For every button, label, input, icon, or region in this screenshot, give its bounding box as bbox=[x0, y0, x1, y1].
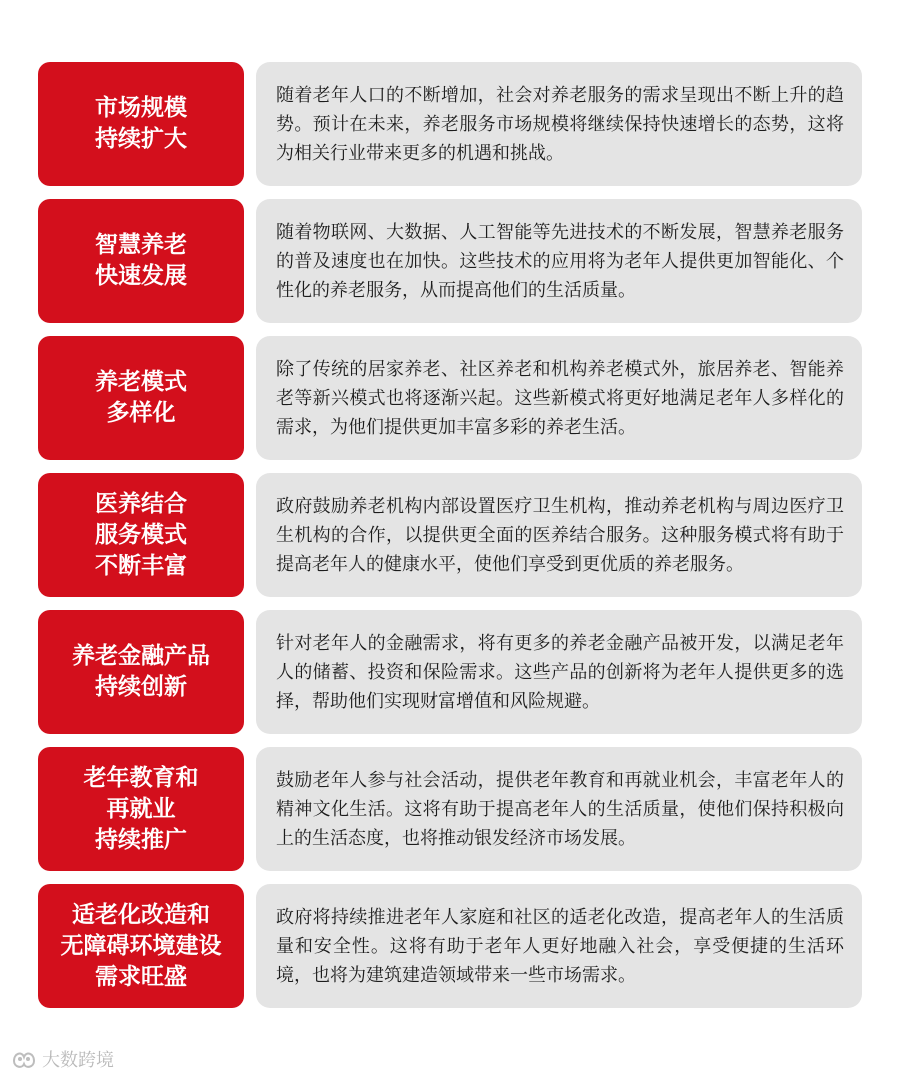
trend-description: 鼓励老年人参与社会活动，提供老年教育和再就业机会，丰富老年人的精神文化生活。这将有助于提高老年人的生活质量，使他们保持积极向上的生活态度，也将推动银发经济市场发展。 bbox=[256, 747, 862, 871]
trend-description: 政府将持续推进老年人家庭和社区的适老化改造，提高老年人的生活质量和安全性。这将有助于老年人更好地融入社会，享受便捷的生活环境，也将为建筑建造领域带来一些市场需求。 bbox=[256, 884, 862, 1008]
trend-description: 针对老年人的金融需求，将有更多的养老金融产品被开发，以满足老年人的储蓄、投资和保险需求。这些产品的创新将为老年人提供更多的选择，帮助他们实现财富增值和风险规避。 bbox=[256, 610, 862, 734]
trend-row bbox=[38, 473, 862, 597]
trend-label: 养老模式 多样化 bbox=[38, 336, 244, 460]
trend-label: 老年教育和 再就业 持续推广 bbox=[38, 747, 244, 871]
trend-label: 适老化改造和 无障碍环境建设 需求旺盛 bbox=[38, 884, 244, 1008]
trend-description: 除了传统的居家养老、社区养老和机构养老模式外，旅居养老、智能养老等新兴模式也将逐渐兴起。这些新模式将更好地满足老年人多样化的需求，为他们提供更加丰富多彩的养老生活。 bbox=[256, 336, 862, 460]
trend-description: 随着老年人口的不断增加，社会对养老服务的需求呈现出不断上升的趋势。预计在未来，养老服务市场规模将继续保持快速增长的态势，这将为相关行业带来更多的机遇和挑战。 bbox=[256, 62, 862, 186]
trend-row bbox=[38, 62, 862, 186]
watermark bbox=[10, 1046, 114, 1072]
trend-row bbox=[38, 884, 862, 1008]
trend-row bbox=[38, 610, 862, 734]
trend-row bbox=[38, 747, 862, 871]
trend-label: 医养结合 服务模式 不断丰富 bbox=[38, 473, 244, 597]
watermark-text: 大数跨境 bbox=[42, 1050, 114, 1071]
trend-row bbox=[38, 199, 862, 323]
trend-description: 随着物联网、大数据、人工智能等先进技术的不断发展，智慧养老服务的普及速度也在加快。这些技术的应用将为老年人提供更加智能化、个性化的养老服务，从而提高他们的生活质量。 bbox=[256, 199, 862, 323]
trend-label: 市场规模 持续扩大 bbox=[38, 62, 244, 186]
trend-description: 政府鼓励养老机构内部设置医疗卫生机构，推动养老机构与周边医疗卫生机构的合作，以提供更全面的医养结合服务。这种服务模式将有助于提高老年人的健康水平，使他们享受到更优质的养老服务。 bbox=[256, 473, 862, 597]
trend-row bbox=[38, 336, 862, 460]
trend-label: 养老金融产品 持续创新 bbox=[38, 610, 244, 734]
trend-list bbox=[38, 62, 862, 1021]
brand-logo-icon bbox=[10, 1047, 38, 1071]
trend-label: 智慧养老 快速发展 bbox=[38, 199, 244, 323]
